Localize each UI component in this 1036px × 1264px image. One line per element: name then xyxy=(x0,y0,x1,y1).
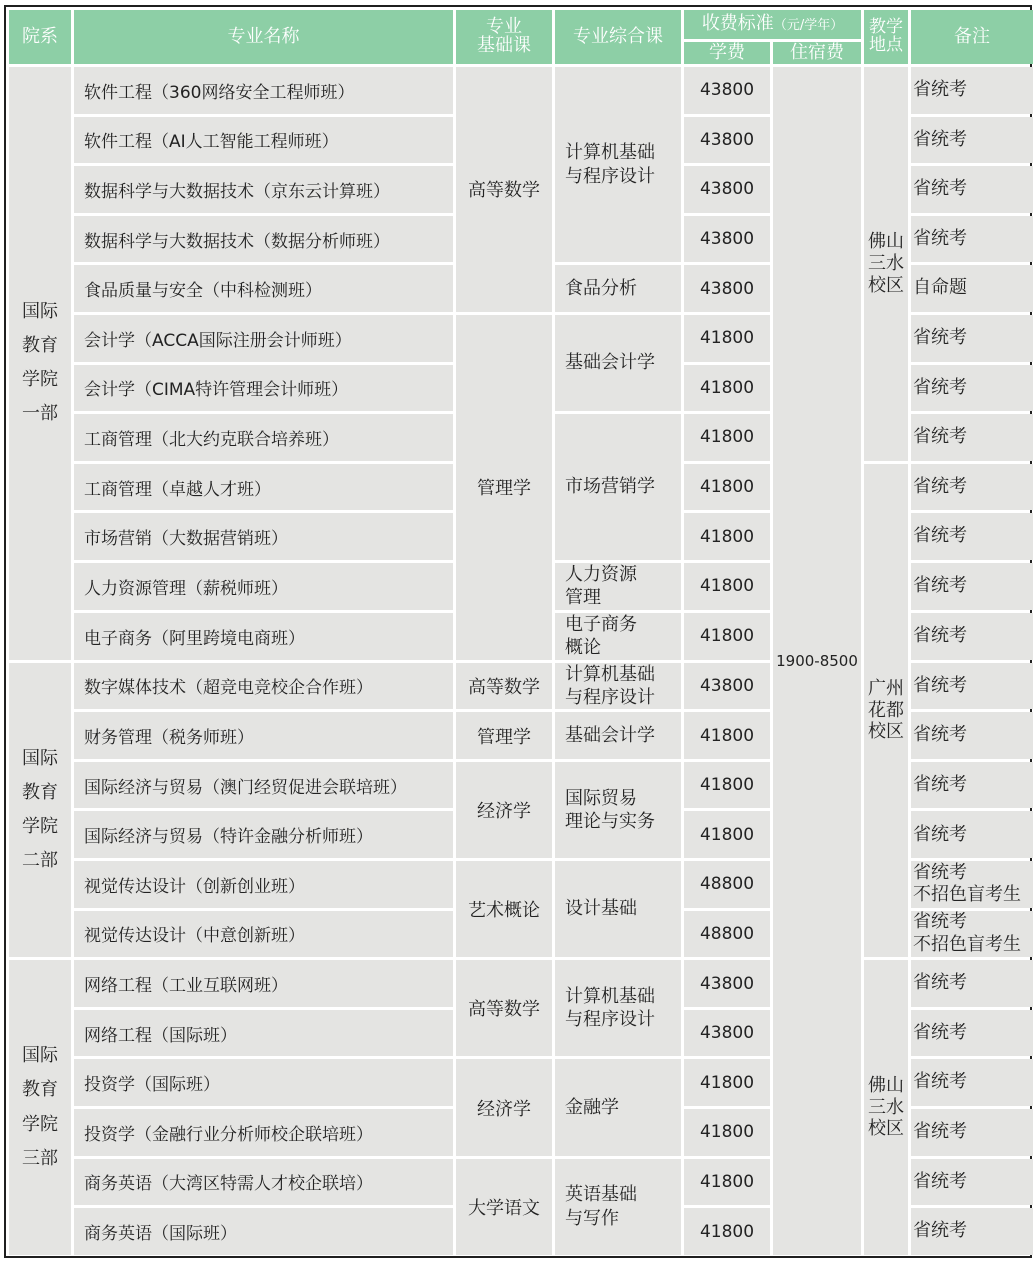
basic-course-cell: 经济学 xyxy=(456,762,552,858)
note-cell: 省统考 xyxy=(911,712,1033,759)
note-cell: 省统考 xyxy=(911,563,1033,610)
dept-cell: 国际 教育 学院 一部 xyxy=(9,67,71,660)
note-cell: 省统考 xyxy=(911,464,1033,511)
note-cell: 省统考 不招色盲考生 xyxy=(911,911,1033,958)
basic-course-cell: 高等数学 xyxy=(456,663,552,710)
major-cell: 数据科学与大数据技术（京东云计算班） xyxy=(74,166,453,213)
table-row xyxy=(9,960,1033,1007)
tuition-cell: 41800 xyxy=(684,315,770,362)
major-cell: 软件工程（360网络安全工程师班） xyxy=(74,67,453,114)
major-cell: 工商管理（北大约克联合培养班） xyxy=(74,414,453,461)
comprehensive-course-cell: 英语基础 与写作 xyxy=(555,1159,681,1255)
basic-course-cell: 高等数学 xyxy=(456,960,552,1056)
tuition-cell: 43800 xyxy=(684,166,770,213)
header-tuition: 学费 xyxy=(684,42,770,64)
dept-cell: 国际 教育 学院 二部 xyxy=(9,663,71,958)
table-row xyxy=(9,67,1033,114)
major-cell: 会计学（CIMA特许管理会计师班） xyxy=(74,365,453,412)
tuition-cell: 41800 xyxy=(684,811,770,858)
tuition-cell: 41800 xyxy=(684,1159,770,1206)
basic-course-cell: 大学语文 xyxy=(456,1159,552,1255)
note-cell: 省统考 xyxy=(911,166,1033,213)
header-comprehensive-course: 专业综合课 xyxy=(555,10,681,64)
note-cell: 省统考 不招色盲考生 xyxy=(911,861,1033,908)
note-cell: 省统考 xyxy=(911,960,1033,1007)
note-cell: 自命题 xyxy=(911,265,1033,312)
major-cell: 网络工程（国际班） xyxy=(74,1010,453,1057)
basic-course-cell: 高等数学 xyxy=(456,67,552,312)
tuition-cell: 41800 xyxy=(684,513,770,560)
major-cell: 财务管理（税务师班） xyxy=(74,712,453,759)
header-fee-standard: 收费标准（元/学年） xyxy=(684,10,861,39)
major-cell: 国际经济与贸易（特许金融分析师班） xyxy=(74,811,453,858)
note-cell: 省统考 xyxy=(911,513,1033,560)
basic-course-cell: 艺术概论 xyxy=(456,861,552,957)
tuition-cell: 43800 xyxy=(684,960,770,1007)
note-cell: 省统考 xyxy=(911,365,1033,412)
note-cell: 省统考 xyxy=(911,414,1033,461)
tuition-cell: 48800 xyxy=(684,911,770,958)
tuition-cell: 43800 xyxy=(684,1010,770,1057)
tuition-cell: 41800 xyxy=(684,563,770,610)
header-location: 教学 地点 xyxy=(864,10,908,64)
dept-cell: 国际 教育 学院 三部 xyxy=(9,960,71,1255)
note-cell: 省统考 xyxy=(911,613,1033,660)
tuition-cell: 41800 xyxy=(684,1109,770,1156)
comprehensive-course-cell: 基础会计学 xyxy=(555,712,681,759)
major-cell: 投资学（国际班） xyxy=(74,1059,453,1106)
header-dept: 院系 xyxy=(9,10,71,64)
note-cell: 省统考 xyxy=(911,811,1033,858)
tuition-cell: 41800 xyxy=(684,464,770,511)
tuition-cell: 41800 xyxy=(684,712,770,759)
major-cell: 软件工程（AI人工智能工程师班） xyxy=(74,117,453,164)
major-cell: 人力资源管理（薪税师班） xyxy=(74,563,453,610)
basic-course-cell: 经济学 xyxy=(456,1059,552,1155)
basic-course-cell: 管理学 xyxy=(456,712,552,759)
major-cell: 食品质量与安全（中科检测班） xyxy=(74,265,453,312)
comprehensive-course-cell: 食品分析 xyxy=(555,265,681,312)
header-major: 专业名称 xyxy=(74,10,453,64)
major-cell: 视觉传达设计（中意创新班） xyxy=(74,911,453,958)
basic-course-cell: 管理学 xyxy=(456,315,552,660)
note-cell: 省统考 xyxy=(911,117,1033,164)
major-cell: 会计学（ACCA国际注册会计师班） xyxy=(74,315,453,362)
dorm-fee-cell: 1900-8500 xyxy=(773,67,861,1255)
comprehensive-course-cell: 电子商务 概论 xyxy=(555,613,681,660)
comprehensive-course-cell: 计算机基础 与程序设计 xyxy=(555,960,681,1056)
tuition-cell: 41800 xyxy=(684,1059,770,1106)
fee-table xyxy=(6,7,1036,1258)
note-cell: 省统考 xyxy=(911,762,1033,809)
major-cell: 电子商务（阿里跨境电商班） xyxy=(74,613,453,660)
header-note: 备注 xyxy=(911,10,1033,64)
major-cell: 数据科学与大数据技术（数据分析师班） xyxy=(74,216,453,263)
note-cell: 省统考 xyxy=(911,1010,1033,1057)
comprehensive-course-cell: 金融学 xyxy=(555,1059,681,1155)
tuition-cell: 43800 xyxy=(684,216,770,263)
fee-table-frame xyxy=(4,5,1032,1258)
major-cell: 商务英语（国际班） xyxy=(74,1208,453,1255)
tuition-cell: 41800 xyxy=(684,414,770,461)
header-dorm-fee: 住宿费 xyxy=(773,42,861,64)
major-cell: 工商管理（卓越人才班） xyxy=(74,464,453,511)
major-cell: 市场营销（大数据营销班） xyxy=(74,513,453,560)
tuition-cell: 48800 xyxy=(684,861,770,908)
tuition-cell: 41800 xyxy=(684,613,770,660)
comprehensive-course-cell: 市场营销学 xyxy=(555,414,681,560)
major-cell: 数字媒体技术（超竞电竞校企合作班） xyxy=(74,663,453,710)
tuition-cell: 43800 xyxy=(684,663,770,710)
note-cell: 省统考 xyxy=(911,1159,1033,1206)
major-cell: 网络工程（工业互联网班） xyxy=(74,960,453,1007)
location-cell: 佛山 三水 校区 xyxy=(864,960,908,1255)
note-cell: 省统考 xyxy=(911,1059,1033,1106)
tuition-cell: 41800 xyxy=(684,1208,770,1255)
comprehensive-course-cell: 国际贸易 理论与实务 xyxy=(555,762,681,858)
tuition-cell: 43800 xyxy=(684,67,770,114)
comprehensive-course-cell: 计算机基础 与程序设计 xyxy=(555,67,681,262)
header-basic-course: 专业 基础课 xyxy=(456,10,552,64)
note-cell: 省统考 xyxy=(911,1109,1033,1156)
major-cell: 投资学（金融行业分析师校企联培班） xyxy=(74,1109,453,1156)
comprehensive-course-cell: 计算机基础 与程序设计 xyxy=(555,663,681,710)
tuition-cell: 41800 xyxy=(684,762,770,809)
tuition-cell: 43800 xyxy=(684,117,770,164)
note-cell: 省统考 xyxy=(911,663,1033,710)
location-cell: 广州 花都 校区 xyxy=(864,464,908,958)
note-cell: 省统考 xyxy=(911,216,1033,263)
major-cell: 视觉传达设计（创新创业班） xyxy=(74,861,453,908)
location-cell: 佛山 三水 校区 xyxy=(864,67,908,461)
note-cell: 省统考 xyxy=(911,1208,1033,1255)
tuition-cell: 43800 xyxy=(684,265,770,312)
comprehensive-course-cell: 基础会计学 xyxy=(555,315,681,411)
note-cell: 省统考 xyxy=(911,315,1033,362)
major-cell: 国际经济与贸易（澳门经贸促进会联培班） xyxy=(74,762,453,809)
comprehensive-course-cell: 人力资源 管理 xyxy=(555,563,681,610)
tuition-cell: 41800 xyxy=(684,365,770,412)
note-cell: 省统考 xyxy=(911,67,1033,114)
major-cell: 商务英语（大湾区特需人才校企联培） xyxy=(74,1159,453,1206)
comprehensive-course-cell: 设计基础 xyxy=(555,861,681,957)
